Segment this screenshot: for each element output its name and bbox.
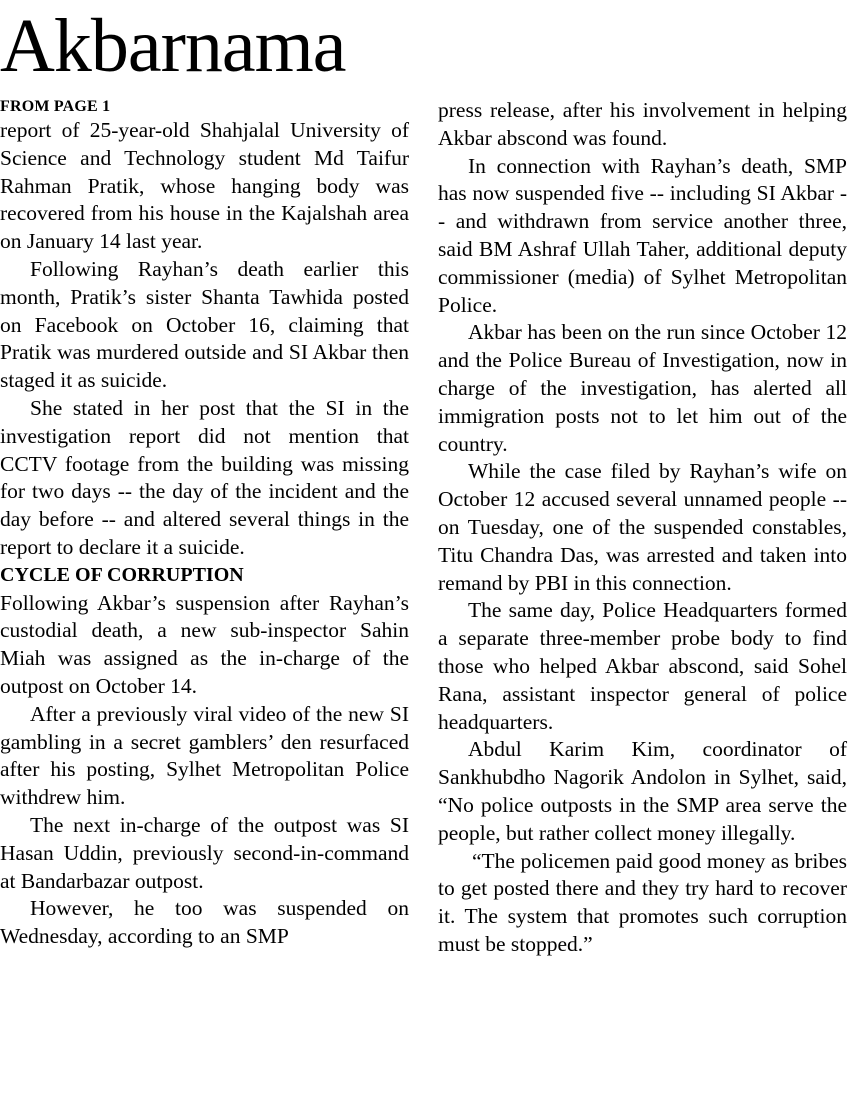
paragraph: Abdul Karim Kim, coordinator of Sankhubdho Nagorik Andolon in Sylhet, said, “No police outposts in the SMP area serve the people, but rather collect money illegally. xyxy=(438,737,847,845)
paragraph: She stated in her post that the SI in the investigation report did not mention that CCTV footage from the building was missing for two days -- the day of the incident and the day before -- and altered several things in the report to declare it a suicide. xyxy=(0,395,409,559)
paragraph: The same day, Police Headquarters formed a separate three-member probe body to find those who helped Akbar abscond, said Sohel Rana, assistant inspector general of police headquarters. xyxy=(438,598,847,734)
paragraph: press release, after his involvement in helping Akbar abscond was found. xyxy=(438,98,847,150)
right-column xyxy=(438,97,847,959)
paragraph: In connection with Rayhan’s death, SMP has now suspended five -- including SI Akbar -- and withdrawn from service another three, said BM Ashraf Ullah Taher, additional deputy commissioner (media) of Sylhet Metropolitan Police. xyxy=(438,153,847,317)
paragraph: Following Akbar’s suspension after Rayhan’s custodial death, a new sub-inspector Sahin Miah was assigned as the in-charge of the outpost on October 14. xyxy=(0,590,409,698)
continuation-kicker: FROM PAGE 1 xyxy=(0,98,111,115)
paragraph: Following Rayhan’s death earlier this month, Pratik’s sister Shanta Tawhida posted on Facebook on October 16, claiming that Pratik was murdered outside and SI Akbar then staged it as suicide. xyxy=(0,256,409,393)
paragraph: However, he too was suspended on Wednesday, according to an SMP xyxy=(0,896,409,949)
paragraph: While the case filed by Rayhan’s wife on October 12 accused several unnamed people -- on Tuesday, one of the suspended constables, Titu Chandra Das, was arrested and taken into remand by PBI in this connection. xyxy=(438,459,847,595)
section-subhead: CYCLE OF CORRUPTION xyxy=(0,563,244,586)
paragraph: After a previously viral video of the new SI gambling in a secret gamblers’ den resurfaced after his posting, Sylhet Metropolitan Police withdrew him. xyxy=(0,701,409,810)
left-column xyxy=(0,97,409,951)
paragraph: report of 25-year-old Shahjalal University of Science and Technology student Md Taifur Rahman Pratik, whose hanging body was recovered from his house in the Kajalshah area on January 14 last year. xyxy=(0,118,409,254)
paragraph: Akbar has been on the run since October 12 and the Police Bureau of Investigation, now in charge of the investigation, has alerted all immigration posts not to let him out of the country. xyxy=(438,320,847,456)
quote-paragraph: “The policemen paid good money as bribes to get posted there and they try hard to recover it. The system that promotes such corruption must be stopped.” xyxy=(438,848,847,956)
headline: Akbarnama xyxy=(0,4,346,88)
paragraph: The next in-charge of the outpost was SI Hasan Uddin, previously second-in-command at Bandarbazar outpost. xyxy=(0,812,409,893)
